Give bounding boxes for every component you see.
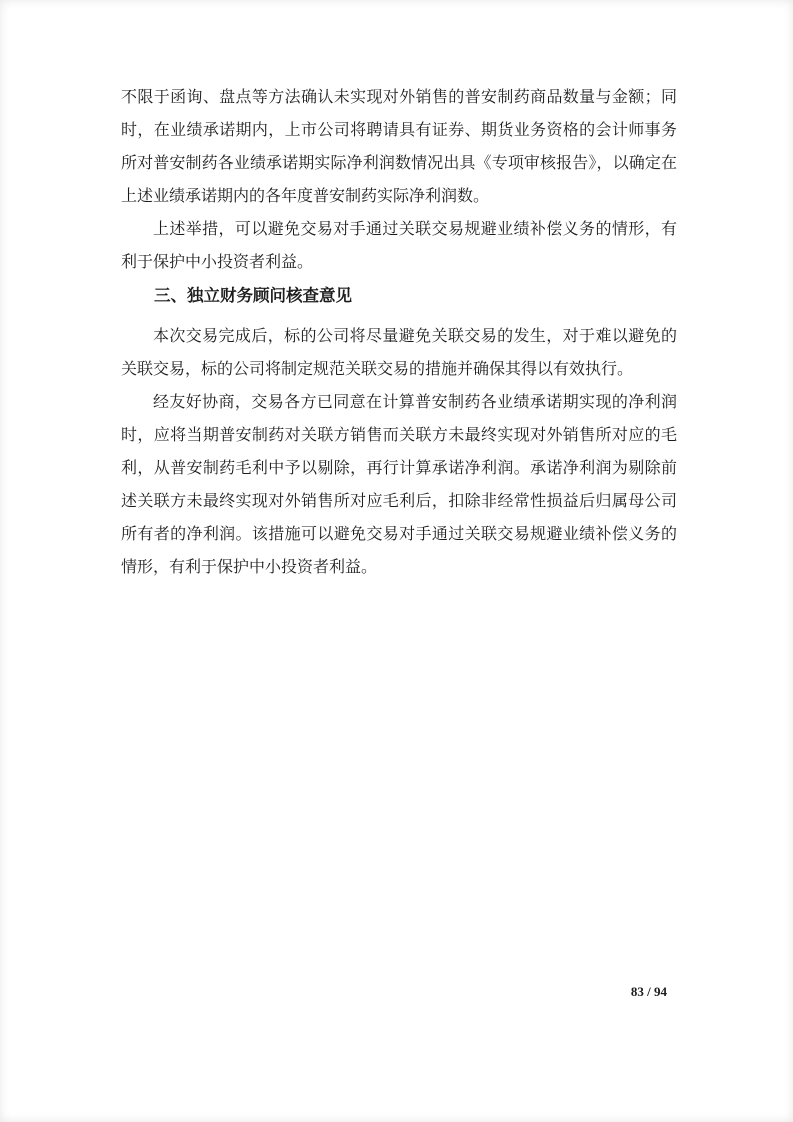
section-heading: 三、独立财务顾问核查意见 [154,286,352,305]
paragraph-continuation: 不限于函询、盘点等方法确认未实现对外销售的普安制药商品数量与金额；同时，在业绩承诺期内，上市公司将聘请具有证券、期货业务资格的会计师事务所对普安制药各业绩承诺期实际净利润数情况出具《专项审核报告》，以确定在上述业绩承诺期内的各年度普安制药实际净利润数。 [121,89,677,205]
paragraph: 经友好协商，交易各方已同意在计算普安制药各业绩承诺期实现的净利润时，应将当期普安制药对关联方销售而关联方未最终实现对外销售所对应的毛利，从普安制药毛利中予以剔除，再行计算承诺净利润。承诺净利润为剔除前述关联方未最终实现对外销售所对应毛利后，扣除非经常性损益后归属母公司所有者的净利润。该措施可以避免交易对手通过关联交易规避业绩补偿义务的情形，有利于保护中小投资者利益。 [121,394,677,576]
document-content [121,81,677,584]
page-footer [631,983,667,1000]
paragraph: 上述举措，可以避免交易对手通过关联交易规避业绩补偿义务的情形，有利于保护中小投资者利益。 [121,221,677,271]
page-number: 83 / 94 [630,984,667,999]
paragraph: 本次交易完成后，标的公司将尽量避免关联交易的发生，对于难以避免的关联交易，标的公司将制定规范关联交易的措施并确保其得以有效执行。 [121,328,677,378]
